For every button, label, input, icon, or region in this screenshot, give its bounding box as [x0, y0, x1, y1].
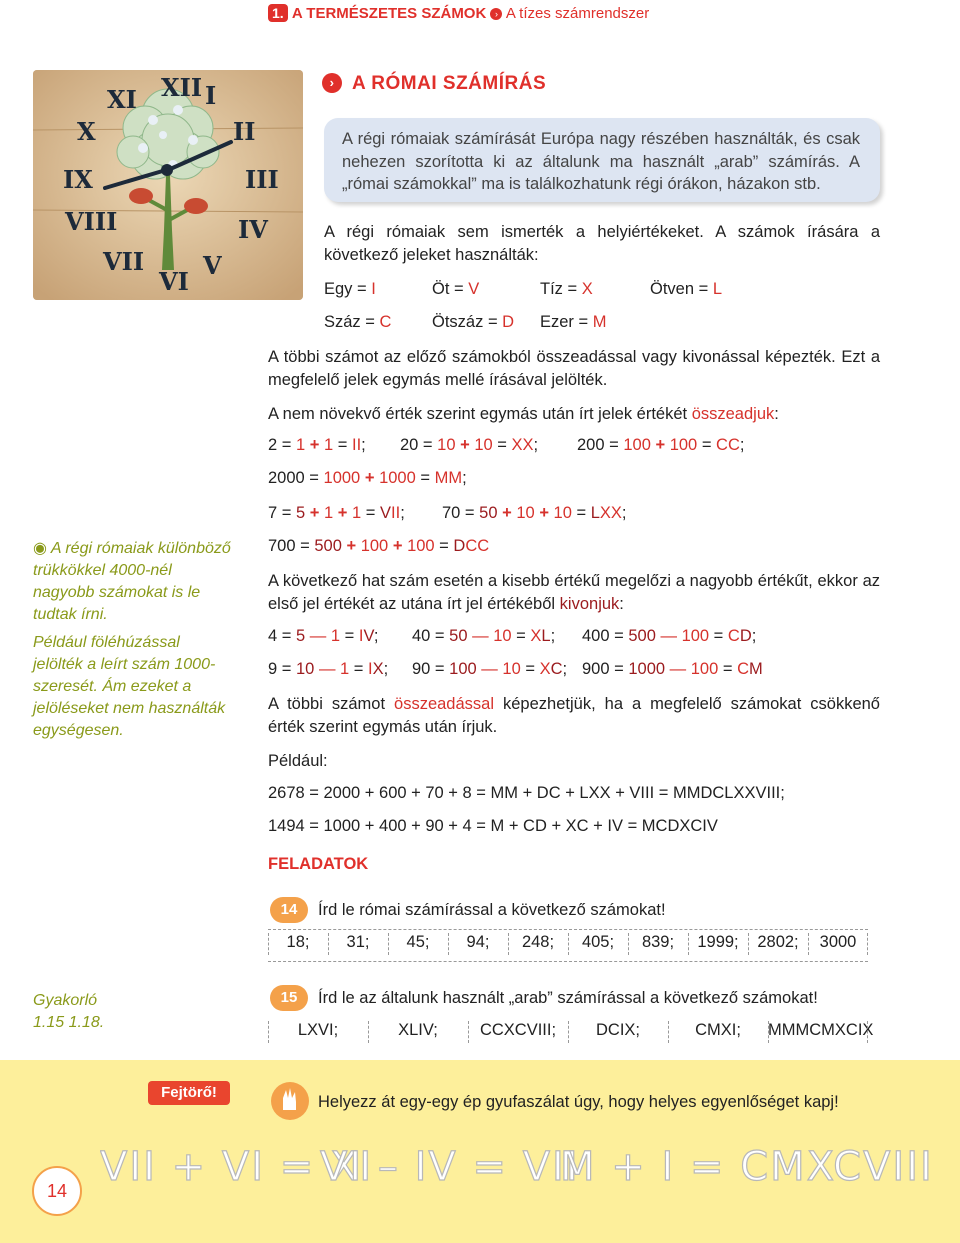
task-14-items: [268, 933, 868, 957]
intro-text: A régi rómaiak számírását Európa nagy részében használták, és csak nehezen szorította ki az általunk ma használt „arab” számírás. A „római számokkal” ma is találkozhatunk régi órákon, házakon stb.: [342, 130, 860, 193]
task-item: 3000: [819, 933, 857, 951]
task-item: 45;: [406, 933, 430, 951]
addition-example: 2000 = 1000 + 1000 = MM;: [268, 469, 467, 487]
example-2678: 2678 = 2000 + 600 + 70 + 8 = MM + DC + LXX + VIII = MMDCLXXVIII;: [268, 784, 785, 802]
item-separator: [768, 1021, 769, 1043]
task-item: 839;: [641, 933, 675, 951]
clock-numeral: I: [205, 81, 217, 110]
clock-numeral: VII: [103, 247, 145, 276]
task-item: MMMCMXCIX: [768, 1021, 874, 1039]
matchstick-equation: VI – IV = VII: [320, 1144, 580, 1190]
puzzle-text: Helyezz át egy-egy ép gyufaszálat úgy, hogy helyes egyenlőséget kapj!: [318, 1093, 839, 1111]
clock-numeral: VIII: [65, 207, 118, 236]
item-separator: [867, 1021, 868, 1043]
clock-numeral: VI: [159, 267, 189, 296]
item-separator: [628, 933, 629, 955]
chevron-right-icon: ›: [322, 73, 342, 93]
practice-reference: Gyakorló 1.15 1.18.: [33, 992, 105, 1031]
addition-example: 70 = 50 + 10 + 10 = LXX;: [442, 504, 627, 522]
paragraph-kepzes: A többi számot az előző számokból összeadással vagy kivonással képezték. Ezt a megfelelő jelek egymás mellé írásával jelölték.: [268, 348, 880, 389]
subtraction-example: 4 = 5 — 1 = IV;: [268, 627, 379, 645]
item-separator: [748, 933, 749, 955]
item-separator: [388, 933, 389, 955]
hand-icon: [270, 1080, 310, 1122]
task-item: 405;: [581, 933, 615, 951]
task-item: 31;: [346, 933, 370, 951]
addition-example: 200 = 100 + 100 = CC;: [577, 436, 745, 454]
task-15-items: [268, 1021, 874, 1045]
task-number-badge: 15: [270, 985, 308, 1011]
subtraction-example: 9 = 10 — 1 = IX;: [268, 660, 389, 678]
item-separator: [448, 933, 449, 955]
chapter-header: [268, 4, 649, 22]
symbol-ot: Öt = V: [432, 280, 480, 298]
item-separator: [867, 933, 868, 955]
chapter-title: A TERMÉSZETES SZÁMOK: [291, 5, 487, 22]
symbol-szaz: Száz = C: [324, 313, 392, 331]
item-separator: [468, 1021, 469, 1043]
clock-numeral: XII: [161, 73, 203, 102]
item-separator: [568, 933, 569, 955]
symbol-tiz: Tíz = X: [540, 280, 593, 298]
info-icon: ◉: [33, 540, 47, 557]
symbol-egy: Egy = I: [324, 280, 376, 298]
clock-numeral: II: [233, 117, 256, 146]
item-separator: [808, 933, 809, 955]
symbol-otven: Ötven = L: [650, 280, 723, 298]
subtraction-example: 900 = 1000 — 100 = CM: [582, 660, 763, 678]
symbol-otszaz: Ötszáz = D: [432, 313, 515, 331]
task-item: CMXI;: [695, 1021, 741, 1039]
subtraction-example: 400 = 500 — 100 = CD;: [582, 627, 757, 645]
puzzle-label: Fejtörő!: [148, 1081, 230, 1105]
divider: [268, 929, 868, 930]
task-item: 94;: [466, 933, 490, 951]
clock-numeral: XI: [107, 85, 137, 114]
item-separator: [268, 1021, 269, 1043]
clock-numeral: X: [77, 117, 96, 146]
task-item: 2802;: [757, 933, 799, 951]
divider: [268, 961, 868, 962]
matchstick-equations: [100, 1140, 940, 1190]
addition-example: 20 = 10 + 10 = XX;: [400, 436, 539, 454]
clock-numeral: V: [203, 251, 222, 280]
subtraction-example: 90 = 100 — 10 = XC;: [412, 660, 568, 678]
addition-example: 2 = 1 + 1 = II;: [268, 436, 366, 454]
symbol-ezer: Ezer = M: [540, 313, 607, 331]
clock-illustration: [33, 70, 303, 300]
chapter-number: 1.: [268, 4, 288, 22]
task-item: 248;: [521, 933, 555, 951]
chevron-right-icon: ›: [490, 8, 502, 20]
clock-numeral: IX: [63, 165, 93, 194]
task-15-text: Írd le az általunk használt „arab” számírással a következő számokat!: [318, 989, 818, 1007]
side-note: ◉ A régi rómaiak különböző trükkökkel 4000-nél nagyobb számokat is le tudtak írni.: [33, 540, 231, 623]
item-separator: [328, 933, 329, 955]
task-item: CCXCVIII;: [479, 1021, 557, 1039]
matchstick-equation: M + I = CMXCVIII: [560, 1144, 934, 1190]
item-separator: [668, 1021, 669, 1043]
task-number-badge: 14: [270, 897, 308, 923]
item-separator: [268, 933, 269, 955]
addition-example: 7 = 5 + 1 + 1 = VII;: [268, 504, 405, 522]
task-item: XLIV;: [398, 1021, 438, 1039]
paragraph-kivonas: A következő hat szám esetén a kisebb értékű megelőzi a nagyobb értékűt, ekkor az első jel értékét az utána írt jel értékéből kivonjuk:: [268, 572, 880, 613]
clock-numeral: IV: [238, 215, 268, 244]
matchstick-equation: VII + VI = XI: [100, 1144, 374, 1190]
task-item: LXVI;: [297, 1021, 339, 1039]
task-item: 1999;: [697, 933, 739, 951]
tasks-heading: FELADATOK: [268, 855, 369, 873]
addition-example: 700 = 500 + 100 + 100 = DCC: [268, 537, 490, 555]
side-note-example: Például föléhúzással jelölték a leírt szám 1000-szeresét. Ám ezeket a jelöléseket nem használták egységesen.: [33, 634, 226, 739]
paragraph-helyiertek: A régi rómaiak sem ismerték a helyiértékeket. A számok írására a következő jeleket használták:: [324, 223, 880, 264]
subtraction-example: 40 = 50 — 10 = XL;: [412, 627, 556, 645]
task-item: 18;: [286, 933, 310, 951]
intro-box: [324, 118, 880, 202]
clock-numeral: III: [245, 165, 279, 194]
subsection-title: A tízes számrendszer: [505, 5, 650, 22]
item-separator: [368, 1021, 369, 1043]
example-1494: 1494 = 1000 + 400 + 90 + 4 = M + CD + XC + IV = MCDXCIV: [268, 817, 718, 835]
task-item: DCIX;: [595, 1021, 640, 1039]
paragraph-csokkeno: A többi számot összeadással képezhetjük, ha a megfelelő számokat csökkenő érték szerint egymás után írjuk.: [268, 695, 880, 736]
paragraph-peldaul: Például:: [268, 752, 328, 770]
roman-clock-photo: [33, 70, 303, 300]
item-separator: [568, 1021, 569, 1043]
item-separator: [508, 933, 509, 955]
paragraph-osszeadas: A nem növekvő érték szerint egymás után írt jelek értékét összeadjuk:: [268, 405, 779, 423]
page-number: 14: [32, 1166, 82, 1216]
task-14-text: Írd le római számírással a következő számokat!: [318, 901, 666, 919]
section-title: › A RÓMAI SZÁMÍRÁS: [322, 73, 546, 95]
item-separator: [688, 933, 689, 955]
